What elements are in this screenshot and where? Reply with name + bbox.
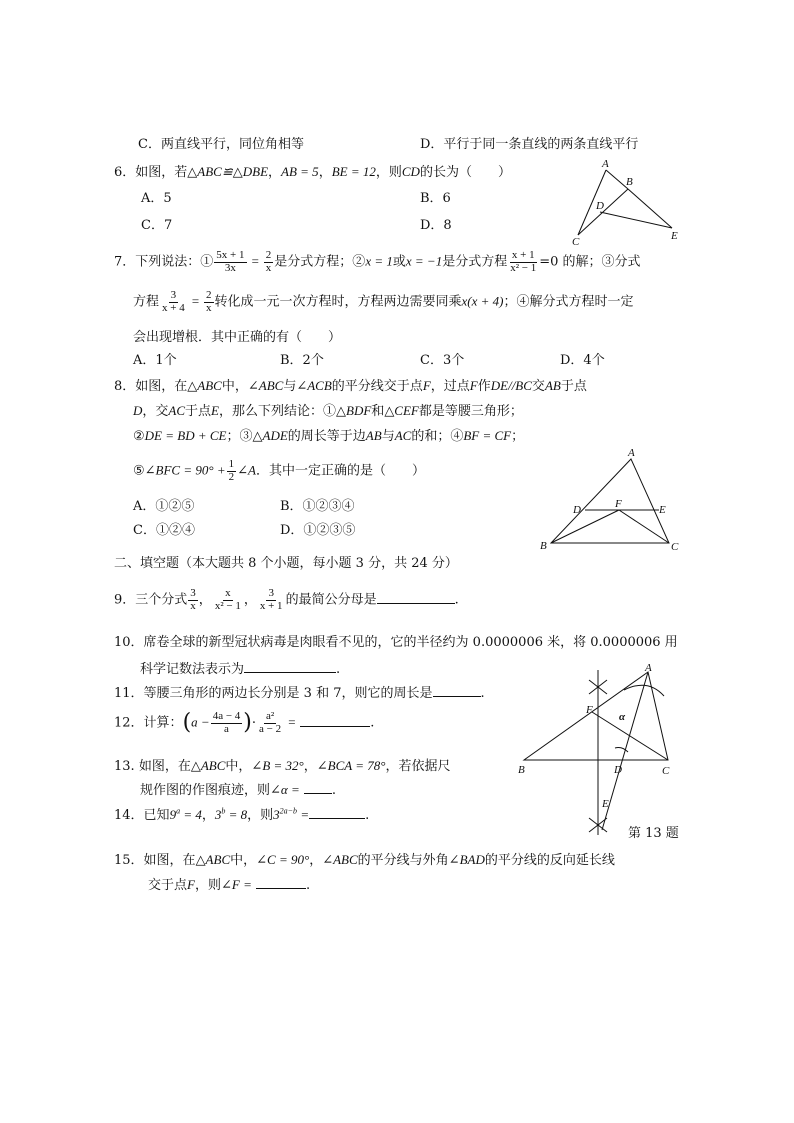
q11-answer-blank[interactable] [433,684,481,697]
q13-number: 13. [114,759,135,774]
q8-line3: ②DE = BD + CE；③△ADE的周长等于边AB与AC的和；④BF = CF； [133,428,525,444]
q7-fraction-1: $\frac{5x + 1}{3x}$ [216,249,245,274]
q6-label-e: E [671,230,678,242]
q8-triangle-abc [551,459,669,543]
q12-paren-open: ( [182,710,192,735]
q13-label-b: B [518,764,525,776]
q14-answer-blank[interactable] [309,806,365,819]
q10-line2: 科学记数法表示为 . [140,662,341,677]
q14-number: 14． [114,808,144,823]
q6-option-b: B．6 [420,191,451,206]
q15-answer-blank[interactable] [256,876,306,889]
q8-option-a: A．①②⑤ [133,499,195,514]
q8-fraction-half: $\frac{1}{2}$ [228,458,235,483]
q6-number: 6． [114,165,136,180]
q6-label-a: A [602,158,609,170]
q10-line1: 10．席卷全球的新型冠状病毒是肉眼看不见的，它的半径约为 0.0000006 米，将 0.0000006 用 [114,635,678,650]
q9-line: 9．三个分式 $\frac{3}{x}$ ， $\frac{x}{\text{x² − 1}}$ ， $\frac{3}{x + 1}$ 的最简公分母是 . [114,587,459,612]
q13-label-d: D [614,764,622,776]
q5-option-d: D．平行于同一条直线的两条直线平行 [420,137,639,152]
q7-option-a: A．1个 [133,353,177,368]
q13-label-a: A [645,662,652,674]
q7-fraction-3: $\frac{x + 1}{\text{x² − 1}}$ [510,249,537,274]
q6-option-a: A．5 [141,191,172,206]
q13-angle-bisector [602,672,648,830]
q6-label-d: D [596,200,604,212]
q13-line2: 规作图的作图痕迹，则∠α = . [140,782,337,798]
q11-number: 11． [114,686,144,701]
q13-figure [512,660,692,835]
q9-number: 9． [114,592,136,608]
q6-line-ab [606,170,628,189]
q8-label-e: E [659,504,666,516]
q8-label-b: B [540,540,547,552]
q12-fraction-1: $\frac{4a - 4}{a}$ [212,710,241,735]
q8-label-f: F [615,498,622,510]
q7-option-c: C．3个 [420,353,465,368]
q15-line2: 交于点F，则∠F = . [148,877,311,893]
q7-fraction-4: $\frac{3}{x + 4}$ [162,289,185,314]
q7-option-d: D．4个 [560,353,605,368]
q13-line1: 13. 如图，在△ABC中，∠B = 32°，∠BCA = 78°，若依据尺 [114,758,451,774]
q13-label-c: C [662,765,670,777]
q14-line: 14．已知$9^a = 4$，$3^b = 8$，则$3^{2a-b}$ = . [114,806,370,823]
q9-fraction-3: $\frac{3}{x + 1}$ [259,587,283,612]
q8-option-d: D．①②③⑤ [280,523,356,538]
q8-line-bf [551,510,619,543]
q7-number: 7． [114,254,136,270]
q9-fraction-2: $\frac{x}{\text{x² − 1}}$ [214,587,241,612]
q6-stem: 6．如图，若△ABC≌△DBE，AB = 5，BE = 12，则CD的长为（ ） [114,164,511,180]
q7-fraction-5: $\frac{2}{x}$ [206,289,212,314]
q10-answer-blank[interactable] [244,660,336,673]
q7-fraction-2: $\frac{2}{x}$ [265,249,272,274]
q5-option-c: C．两直线平行，同位角相等 [138,137,304,152]
q6-option-c: C．7 [141,218,173,233]
q8-line1: 8．如图，在△ABC中，∠ABC与∠ACB的平分线交于点F，过点F作DE//BC交AB于点 [114,378,587,394]
q15-number: 15． [114,853,144,868]
q12-number: 12． [114,715,144,731]
q13-line-fc [592,712,668,760]
q8-number: 8． [114,379,136,394]
q12-fraction-2: $\frac{\text{a²}}{a - 2}$ [259,710,282,735]
q13-label-alpha: α [619,711,626,723]
q6-label-c: C [572,236,580,248]
q10-number: 10． [114,635,144,650]
q6-line-be [628,189,672,228]
q7-option-b: B．2个 [280,353,324,368]
q8-line2: D，交AC于点E，那么下列结论：①△BDF和△CEF都是等腰三角形； [133,403,523,419]
q7-line1: 7．下列说法：① $\frac{5x + 1}{3x}$ = $\frac{2}{x}$ 是分式方程；②x = 1或x = −1是分式方程 $\frac{x + 1}{\text{x² − 1}}$ =0 的解；③分式 [114,249,641,274]
q8-option-b: B．①②③④ [280,499,355,514]
q13-caption: 第 13 题 [628,826,679,841]
q7-line2: 方程 $\frac{3}{x + 4}$ = $\frac{2}{x}$ 转化成一元一次方程时，方程两边需要同乘x(x + 4)；④解分式方程时一定 [133,289,634,314]
q6-option-d: D．8 [420,218,452,233]
q7-line3: 会出现增根．其中正确的有（ ） [133,330,342,345]
q12-answer-blank[interactable] [300,714,370,727]
q8-label-a: A [628,447,635,459]
q8-label-d: D [573,504,581,516]
section-2-title: 二、填空题（本大题共 8 个小题，每小题 3 分，共 24 分） [114,556,458,571]
q6-figure [560,155,690,250]
q8-line4: ⑤∠BFC = 90° + $\frac{1}{2}$ ∠A．其中一定正确的是（ ） [133,458,425,483]
q8-label-c: C [671,541,679,553]
q6-line-de [600,212,672,228]
q13-label-e: E [602,798,609,810]
q8-option-c: C．①②④ [133,523,195,538]
q12-line: 12．计算：(a − $\frac{4a - 4}{a}$ )· $\frac{\text{a²}}{a - 2}$ = . [114,710,375,735]
q11-line: 11．等腰三角形的两边长分别是 3 和 7，则它的周长是 . [114,686,485,701]
q9-answer-blank[interactable] [377,591,455,604]
q13-answer-blank[interactable] [304,781,332,794]
q15-line1: 15．如图，在△ABC中，∠C = 90°，∠ABC的平分线与外角∠BAD的平分线的反向延长线 [114,852,615,868]
q6-line-bc [578,189,628,235]
q9-fraction-1: $\frac{3}{x}$ [190,587,196,612]
q13-label-f: F [586,704,593,716]
q6-label-b: B [626,176,633,188]
q12-paren-close: ) [243,710,252,735]
q8-figure [535,445,685,560]
